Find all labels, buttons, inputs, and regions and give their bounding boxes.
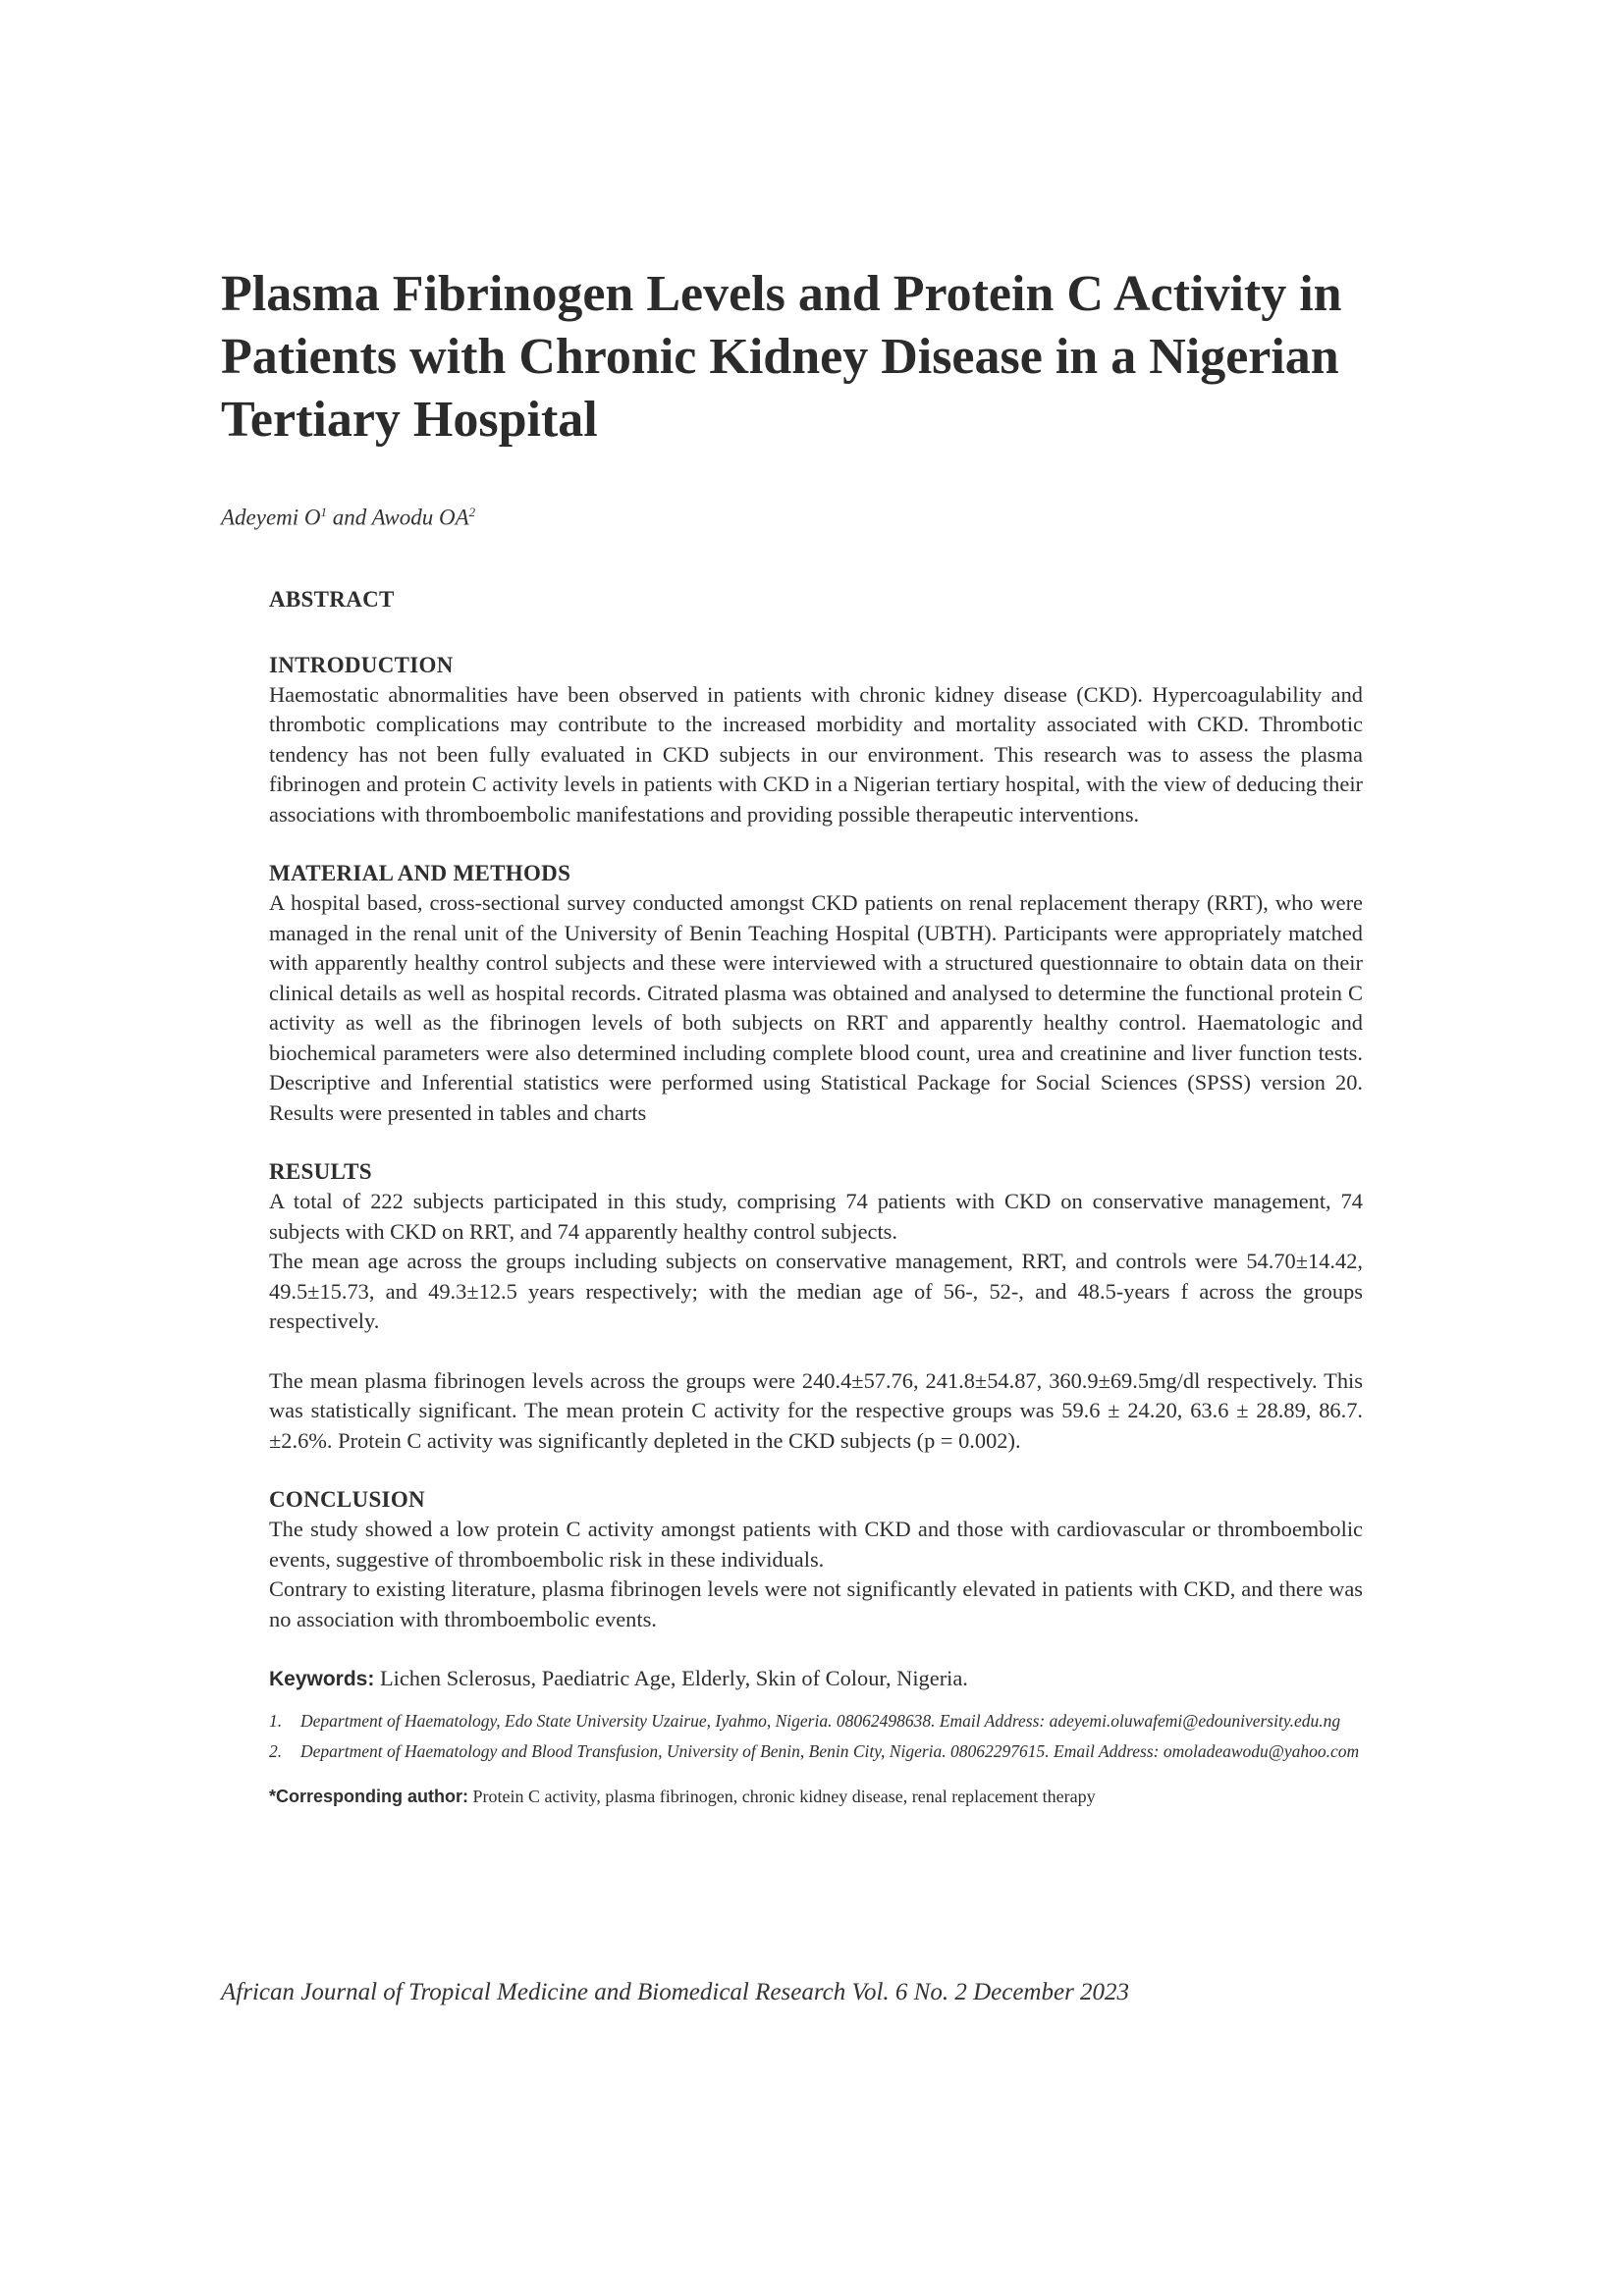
article-title: Plasma Fibrinogen Levels and Protein C Activity in Patients with Chronic Kidney Disease in a Nigerian Tertiary Hospital bbox=[221, 266, 1342, 448]
keywords-text: Lichen Sclerosus, Paediatric Age, Elderly, Skin of Colour, Nigeria. bbox=[374, 1666, 968, 1690]
section-heading: INTRODUCTION bbox=[269, 652, 454, 677]
abstract-heading: ABSTRACT bbox=[269, 587, 395, 612]
section-text: The mean age across the groups including subjects on conservative management, RRT, and controls were 54.70±14.42, 49.5±15.73, and 49.3±12.5 years respectively; with the median age of 56-, 52-, and 48.5-years f across the groups respectively. bbox=[269, 1249, 1363, 1333]
section-text: The study showed a low protein C activity amongst patients with CKD and those with cardiovascular or thromboembolic events, suggestive of thromboembolic risk in these individuals. bbox=[269, 1517, 1363, 1572]
affiliation-number: 1. bbox=[269, 1710, 283, 1731]
corresponding-author-line bbox=[269, 1782, 1363, 1812]
affiliation-marker: 2 bbox=[468, 505, 476, 519]
section-heading: CONCLUSION bbox=[269, 1487, 425, 1512]
affiliation-text: Department of Haematology and Blood Transfusion, University of Benin, Benin City, Nigeria. 08062297615. Email Address: omoladeawodu@yahoo.com bbox=[300, 1740, 1360, 1761]
section-heading: MATERIAL AND METHODS bbox=[269, 861, 571, 885]
corresponding-label: *Corresponding author: bbox=[269, 1786, 468, 1806]
section-text: Contrary to existing literature, plasma fibrinogen levels were not significantly elevated in patients with CKD, and there was no association with thromboembolic events. bbox=[269, 1576, 1363, 1631]
section-text: The mean plasma fibrinogen levels across the groups were 240.4±57.76, 241.8±54.87, 360.9±69.5mg/dl respectively. This was statistically significant. The mean protein C activity for the respective groups was 59.6 ± 24.20, 63.6 ± 28.89, 86.7.±2.6%. Protein C activity was significantly depleted in the CKD subjects (p = 0.002). bbox=[269, 1367, 1363, 1453]
affiliation-item bbox=[269, 1739, 1363, 1764]
section-text: Haemostatic abnormalities have been observed in patients with chronic kidney disease (CKD). Hypercoagulability and thrombotic complications may contribute to the increased morbidity and mortality associated with CKD. Thrombotic tendency has not been fully evaluated in CKD subjects in our environment. This research was to assess the plasma fibrinogen and protein C activity levels in patients with CKD in a Nigerian tertiary hospital, with the view of deducing their associations with thromboembolic manifestations and providing possible therapeutic interventions. bbox=[269, 681, 1363, 827]
affiliations-list bbox=[269, 1709, 1363, 1764]
keywords-line bbox=[269, 1664, 1363, 1695]
author-line bbox=[221, 505, 475, 531]
methods-section bbox=[269, 859, 1363, 1128]
author-name: Adeyemi O bbox=[221, 505, 321, 530]
affiliation-marker: 1 bbox=[320, 505, 328, 519]
conclusion-section bbox=[269, 1485, 1363, 1634]
keywords-label: Keywords: bbox=[269, 1668, 375, 1690]
corresponding-text: Protein C activity, plasma fibrinogen, chronic kidney disease, renal replacement therapy bbox=[468, 1786, 1096, 1806]
results-section bbox=[269, 1157, 1363, 1456]
section-heading: RESULTS bbox=[269, 1159, 372, 1184]
journal-footer: African Journal of Tropical Medicine and Biomedical Research Vol. 6 No. 2 December 2023 bbox=[221, 1979, 1130, 2005]
author-name: Awodu OA bbox=[371, 505, 469, 530]
affiliation-text: Department of Haematology, Edo State University Uzairue, Iyahmo, Nigeria. 08062498638. Email Address: adeyemi.oluwafemi@edouniversity.edu.ng bbox=[300, 1710, 1341, 1731]
section-text: A hospital based, cross-sectional survey conducted amongst CKD patients on renal replacement therapy (RRT), who were managed in the renal unit of the University of Benin Teaching Hospital (UBTH). Participants were appropriately matched with apparently healthy control subjects and these were interviewed with a structured questionnaire to obtain data on their clinical details as well as hospital records. Citrated plasma was obtained and analysed to determine the functional protein C activity as well as the fibrinogen levels of both subjects on RRT and apparently healthy control. Haematologic and biochemical parameters were also determined including complete blood count, urea and creatinine and liver function tests. Descriptive and Inferential statistics were performed using Statistical Package for Social Sciences (SPSS) version 20. Results were presented in tables and charts bbox=[269, 890, 1363, 1125]
abstract-body bbox=[269, 585, 1363, 1811]
affiliation-number: 2. bbox=[269, 1740, 283, 1761]
author-conjunction: and bbox=[327, 505, 372, 530]
affiliation-item bbox=[269, 1709, 1363, 1734]
section-text: A total of 222 subjects participated in this study, comprising 74 patients with CKD on conservative management, 74 subjects with CKD on RRT, and 74 apparently healthy control subjects. bbox=[269, 1189, 1363, 1244]
introduction-section bbox=[269, 651, 1363, 830]
